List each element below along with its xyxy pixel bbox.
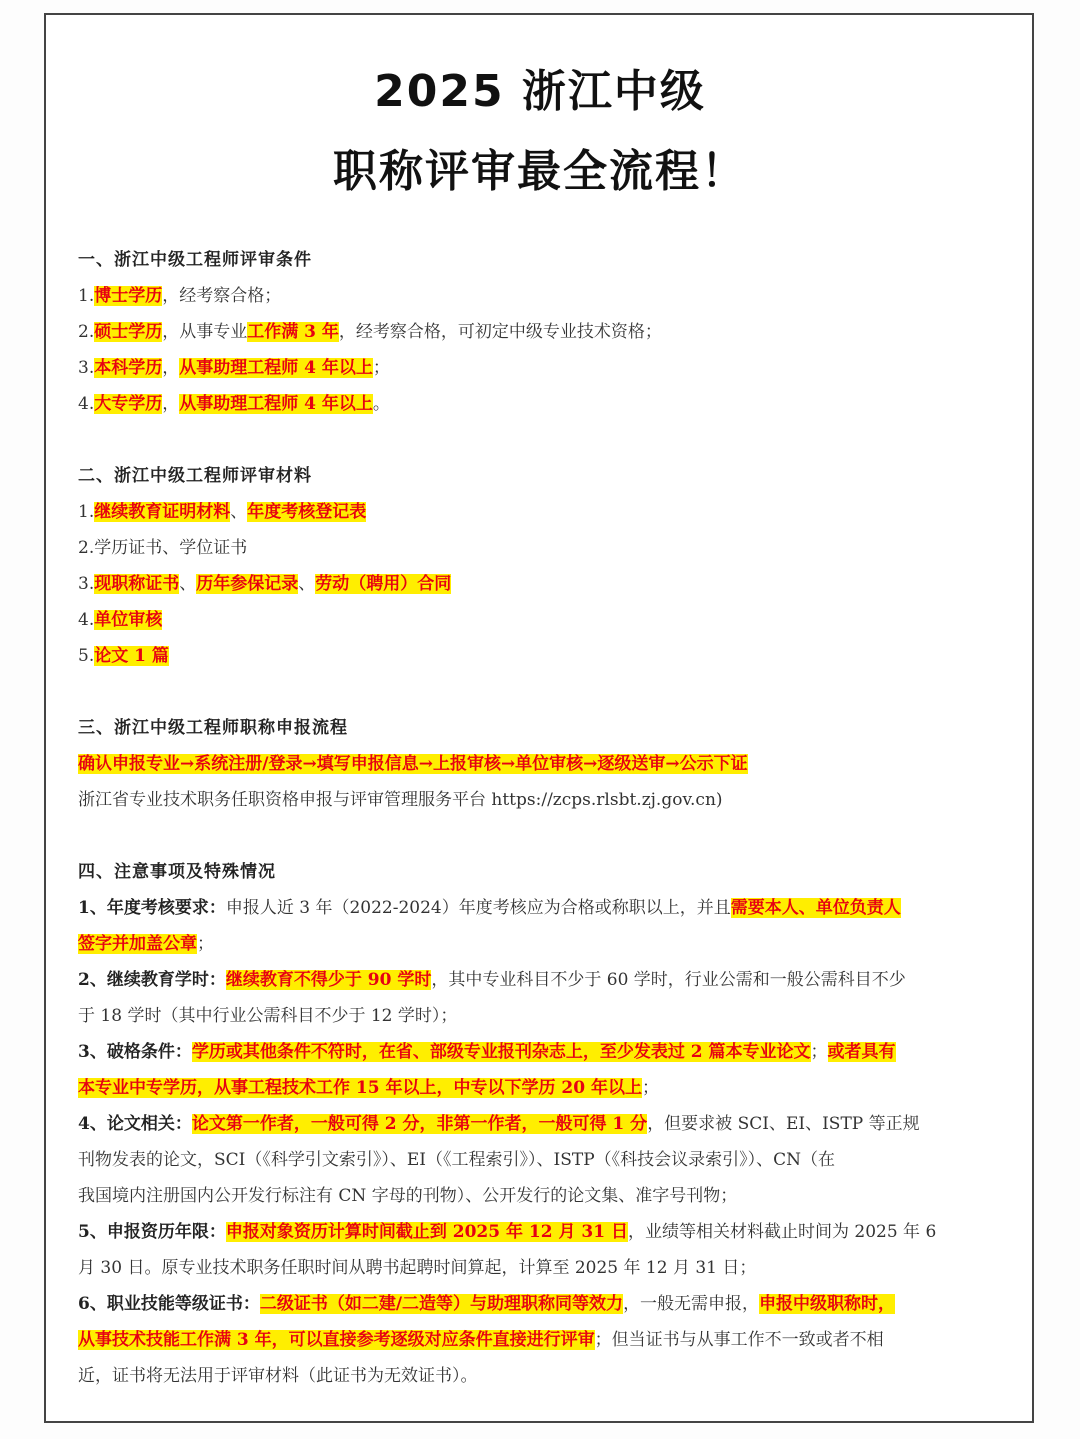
highlighted-text: 劳动（聘用）合同: [315, 574, 452, 594]
body-text: ；: [810, 1042, 828, 1062]
body-text: ，: [162, 394, 180, 414]
text-line: [78, 386, 1008, 422]
highlighted-text: 学历或其他条件不符时，在省、部级专业报刊杂志上，至少发表过 2 篇本专业论文: [191, 1042, 811, 1062]
body-text: 我国境内注册国内公开发行标注有 CN 字母的刊物）、公开发行的论文集、准字号刊物；: [78, 1186, 738, 1206]
section-heading: 二、浙江中级工程师评审材料: [78, 466, 312, 486]
body-text: ，但要求被 SCI、EI、ISTP 等正规: [647, 1114, 920, 1134]
body-text: 2.: [78, 322, 95, 342]
text-line: [78, 278, 1008, 314]
body-text: ，业绩等相关材料截止时间为 2025 年 6: [627, 1222, 937, 1242]
body-text: ，其中专业科目不少于 60 学时，行业公需和一般公需科目不少: [431, 970, 906, 990]
highlighted-text: 继续教育不得少于 90 学时: [225, 970, 432, 990]
text-line: [78, 494, 1008, 530]
text-line: [78, 1070, 1008, 1106]
highlighted-text: 签字并加盖公章: [78, 934, 197, 954]
bold-label: 4、论文相关：: [78, 1114, 192, 1134]
body-text: 、: [179, 574, 197, 594]
text-line: [78, 1286, 1008, 1322]
text-line: [78, 890, 1008, 926]
section-gap: [78, 818, 1008, 854]
bold-label: 1、年度考核要求：: [78, 898, 226, 918]
text-line: [78, 638, 1008, 674]
text-line: [78, 1250, 1008, 1286]
highlighted-text: 年度考核登记表: [247, 502, 367, 522]
highlighted-text: 申报中级职称时，: [759, 1294, 896, 1314]
highlighted-text: 从事助理工程师 4 年以上: [179, 394, 373, 414]
text-line: [78, 998, 1008, 1034]
body-text: ，从事专业: [162, 322, 248, 342]
body-text: 2.学历证书、学位证书: [78, 538, 248, 558]
body-text: 、: [230, 502, 248, 522]
text-line: [78, 1358, 1008, 1394]
title-line-2: 职称评审最全流程！: [333, 146, 747, 197]
highlighted-text: 大专学历: [94, 394, 163, 414]
highlighted-text: 从事技术技能工作满 3 年，可以直接参考逐级对应条件直接进行评审: [78, 1330, 595, 1350]
bold-label: 5、申报资历年限：: [78, 1222, 226, 1242]
text-line: [78, 962, 1008, 998]
text-line: [78, 1106, 1008, 1142]
body-text: 3.: [78, 358, 95, 378]
section-heading: 三、浙江中级工程师职称申报流程: [78, 718, 348, 738]
highlighted-text: 硕士学历: [94, 322, 163, 342]
body-text: ，一般无需申报，: [623, 1294, 760, 1314]
body-text: 。: [372, 394, 390, 414]
body-text: 4.: [78, 394, 95, 414]
highlighted-text: 现职称证书: [94, 574, 180, 594]
title-line-1: 2025 浙江中级: [374, 66, 706, 117]
body-text: 于 18 学时（其中行业公需科目不少于 12 学时）；: [78, 1006, 458, 1026]
bold-label: 2、继续教育学时：: [78, 970, 226, 990]
text-line: [78, 530, 1008, 566]
section-gap: [78, 674, 1008, 710]
text-line: [78, 314, 1008, 350]
highlighted-text: 确认申报专业→系统注册/登录→填写申报信息→上报审核→单位审核→逐级送审→公示下证: [78, 754, 748, 774]
body-text: ，经考察合格，可初定中级专业技术资格；: [338, 322, 662, 342]
highlighted-text: 申报对象资历计算时间截止到 2025 年 12 月 31 日: [225, 1222, 628, 1242]
bold-label: 3、破格条件：: [78, 1042, 192, 1062]
highlighted-text: 二级证书（如二建/二造等）与助理职称同等效力: [259, 1294, 624, 1314]
highlighted-text: 论文 1 篇: [94, 646, 169, 666]
text-line: [78, 1142, 1008, 1178]
body-text: ，经考察合格；: [162, 286, 282, 306]
body-text: 5.: [78, 646, 95, 666]
body-text: 3.: [78, 574, 95, 594]
highlighted-text: 需要本人、单位负责人: [730, 898, 901, 918]
text-line: [78, 1034, 1008, 1070]
text-line: [78, 1322, 1008, 1358]
body-text: ，: [162, 358, 180, 378]
body-text: 月 30 日。原专业技术职务任职时间从聘书起聘时间算起，计算至 2025 年 12 月 31 日；: [78, 1258, 757, 1278]
section-heading: 四、注意事项及特殊情况: [78, 862, 276, 882]
body-text: 4.: [78, 610, 95, 630]
text-line: [78, 1214, 1008, 1250]
text-line: [78, 602, 1008, 638]
body-text: ；: [372, 358, 390, 378]
section-heading: 一、浙江中级工程师评审条件: [78, 250, 312, 270]
text-line: [78, 926, 1008, 962]
highlighted-text: 单位审核: [94, 610, 163, 630]
body-text: 刊物发表的论文，SCI（《科学引文索引》）、EI（《工程索引》）、ISTP（《科技会议录索引》）、CN（在: [78, 1150, 836, 1170]
highlighted-text: 论文第一作者，一般可得 2 分，非第一作者，一般可得 1 分: [191, 1114, 648, 1134]
text-line: [78, 782, 1008, 818]
highlighted-text: 从事助理工程师 4 年以上: [179, 358, 373, 378]
highlighted-text: 博士学历: [94, 286, 163, 306]
highlighted-text: 本科学历: [94, 358, 163, 378]
text-line: [78, 566, 1008, 602]
body-text: ；但当证书与从事工作不一致或者不相: [594, 1330, 884, 1350]
body-text: ；: [197, 934, 214, 954]
highlighted-text: 或者具有: [827, 1042, 896, 1062]
body-text: 1.: [78, 502, 95, 522]
document-content: [78, 242, 1008, 1394]
text-line: [78, 1178, 1008, 1214]
body-text: 申报人近 3 年（2022-2024）年度考核应为合格或称职以上，并且: [225, 898, 731, 918]
body-text: 近，证书将无法用于评审材料（此证书为无效证书）。: [78, 1366, 478, 1386]
body-text: 、: [298, 574, 316, 594]
body-text: ；: [642, 1078, 659, 1098]
section-gap: [78, 422, 1008, 458]
text-line: [78, 746, 1008, 782]
text-line: [78, 350, 1008, 386]
highlighted-text: 工作满 3 年: [247, 322, 339, 342]
bold-label: 6、职业技能等级证书：: [78, 1294, 260, 1314]
highlighted-text: 本专业中专学历，从事工程技术工作 15 年以上，中专以下学历 20 年以上: [78, 1078, 642, 1098]
body-text: 1.: [78, 286, 95, 306]
highlighted-text: 历年参保记录: [196, 574, 299, 594]
body-text: 浙江省专业技术职务任职资格申报与评审管理服务平台 https://zcps.rlsbt.zj.gov.cn): [78, 790, 723, 810]
highlighted-text: 继续教育证明材料: [94, 502, 231, 522]
